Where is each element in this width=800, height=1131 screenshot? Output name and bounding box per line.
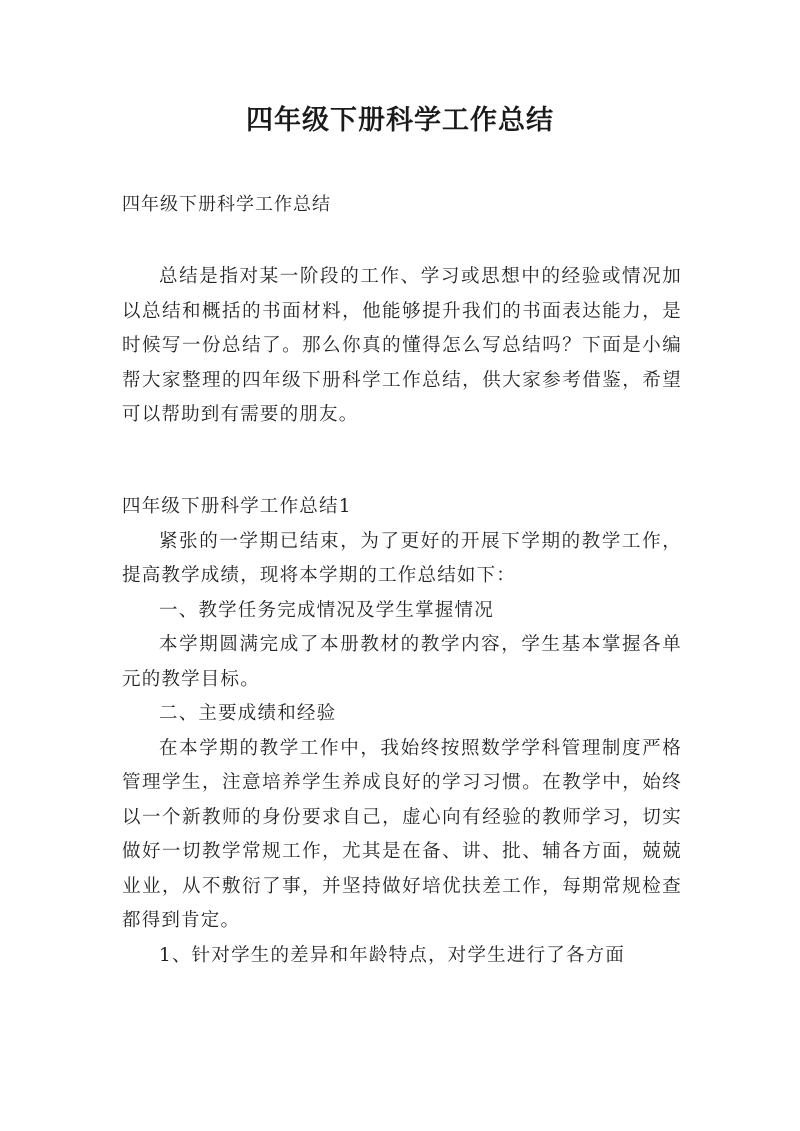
document-title: 四年级下册科学工作总结 [246,105,554,136]
section-heading: 四年级下册科学工作总结1 [122,496,352,517]
paragraph-6: 1、针对学生的差异和年龄特点，对学生进行了各方面 [159,944,626,966]
document-subtitle: 四年级下册科学工作总结 [122,194,331,215]
intro-paragraph: 总结是指对某一阶段的工作、学习或思想中的经验或情况加以总结和概括的书面材料，他能够提升我们的书面表达能力，是时候写一份总结了。那么你真的懂得怎么写总结吗？下面是小编帮大家整理的四年级下册科学工作总结，供大家参考借鉴，希望可以帮助到有需要的朋友。 [122,266,682,425]
paragraph-1: 紧张的一学期已结束，为了更好的开展下学期的教学工作，提高教学成绩，现将本学期的工作总结如下： [122,530,682,586]
paragraph-2: 一、教学任务完成情况及学生掌握情况 [159,599,494,621]
paragraph-4: 二、主要成绩和经验 [159,703,337,724]
paragraph-5: 在本学期的教学工作中，我始终按照数学学科管理制度严格管理学生，注意培养学生养成良好的学习习惯。在教学中，始终以一个新教师的身份要求自己，虚心向有经验的教师学习，切实做好一切教学常规工作，尤其是在备、讲、批、辅各方面，兢兢业业，从不敷衍了事，并坚持做好培优扶差工作，每期常规检查都得到肯定。 [122,737,682,931]
paragraph-3: 本学期圆满完成了本册教材的教学内容，学生基本掌握各单元的教学目标。 [122,634,682,690]
intro-section [122,260,682,433]
section-1 [122,490,682,973]
